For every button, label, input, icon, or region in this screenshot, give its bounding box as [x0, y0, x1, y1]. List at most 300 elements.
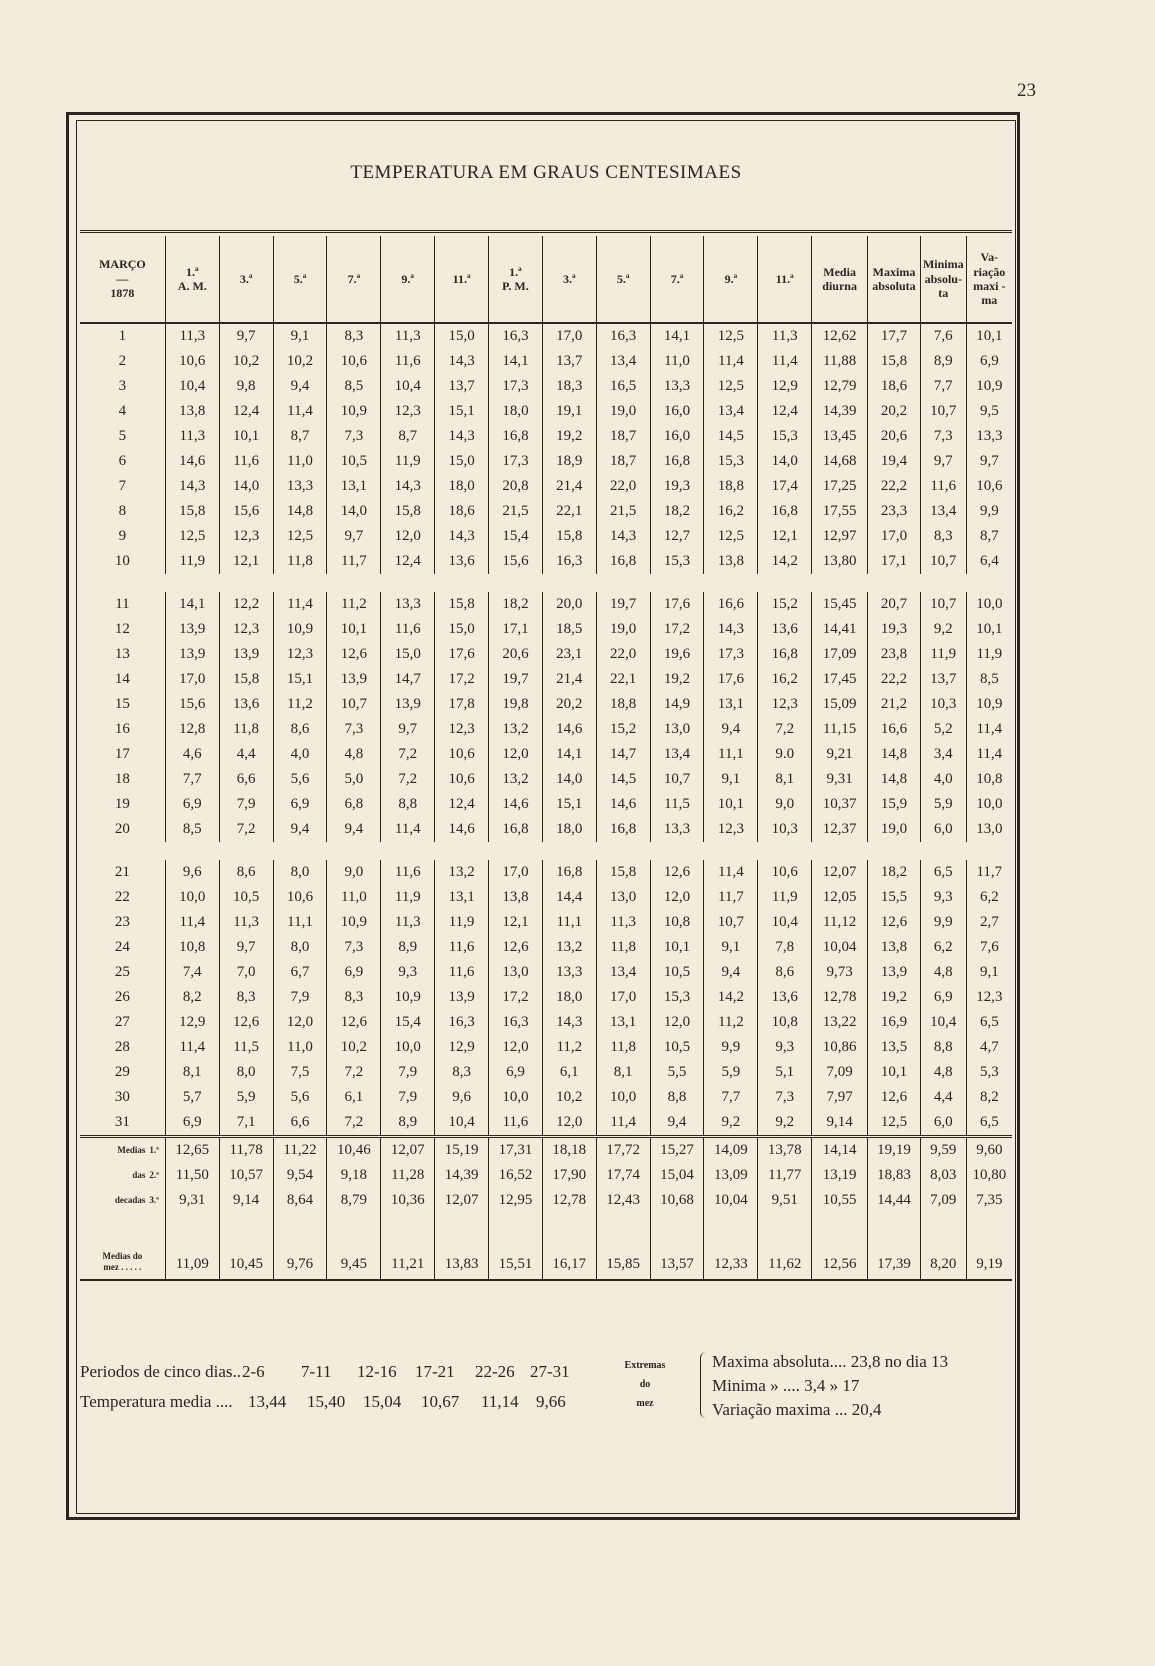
- value-cell: 10,7: [704, 910, 758, 935]
- value-cell: 8,5: [966, 667, 1012, 692]
- value-cell: 17,2: [435, 667, 489, 692]
- value-cell: 4,7: [966, 1035, 1012, 1060]
- decade-mean-cell: 13,19: [812, 1163, 868, 1188]
- value-cell: 13,4: [704, 399, 758, 424]
- month-mean-cell: 12,33: [704, 1213, 758, 1280]
- value-cell: 13,45: [812, 424, 868, 449]
- value-cell: 12,37: [812, 817, 868, 842]
- value-cell: 15,8: [219, 667, 273, 692]
- value-cell: 4,6: [165, 742, 219, 767]
- value-cell: 8,6: [273, 717, 327, 742]
- decade-mean-cell: 10,80: [966, 1163, 1012, 1188]
- value-cell: 12,78: [812, 985, 868, 1010]
- value-cell: 12,4: [219, 399, 273, 424]
- value-cell: 16,0: [650, 424, 704, 449]
- value-cell: 18,8: [596, 692, 650, 717]
- value-cell: 14,8: [273, 499, 327, 524]
- value-cell: 7,2: [381, 742, 435, 767]
- month-mean-cell: 12,56: [812, 1213, 868, 1280]
- value-cell: 13,2: [489, 717, 543, 742]
- value-cell: 15,8: [165, 499, 219, 524]
- value-cell: 15,8: [868, 349, 921, 374]
- value-cell: 8,5: [327, 374, 381, 399]
- day-cell: 11: [115, 596, 130, 612]
- value-cell: 12,3: [435, 717, 489, 742]
- day-cell: 16: [114, 721, 130, 737]
- decade-mean-cell: 7,35: [966, 1188, 1012, 1213]
- value-cell: 19,2: [650, 667, 704, 692]
- variacao-maxima-header: Va-riação maxi - ma: [966, 236, 1012, 323]
- value-cell: 13,1: [327, 474, 381, 499]
- value-cell: 6,0: [920, 1110, 966, 1137]
- value-cell: 11,4: [165, 1035, 219, 1060]
- value-cell: 13,8: [165, 399, 219, 424]
- value-cell: 10,5: [219, 885, 273, 910]
- value-cell: 17,2: [650, 617, 704, 642]
- value-cell: 18,6: [435, 499, 489, 524]
- value-cell: 10,7: [650, 767, 704, 792]
- value-cell: 7,2: [381, 767, 435, 792]
- value-cell: 7,7: [920, 374, 966, 399]
- value-cell: 11,4: [966, 742, 1012, 767]
- table-row: [80, 817, 1012, 842]
- media-diurna-header: Media diurna: [812, 236, 868, 323]
- value-cell: 19,0: [596, 399, 650, 424]
- value-cell: 8,5: [165, 817, 219, 842]
- value-cell: 7,6: [966, 935, 1012, 960]
- table-row: [80, 549, 1012, 574]
- value-cell: 7,9: [381, 1085, 435, 1110]
- value-cell: 13,4: [920, 499, 966, 524]
- value-cell: 17,0: [542, 323, 596, 349]
- day-cell: 30: [114, 1089, 130, 1105]
- value-cell: 10,7: [920, 592, 966, 617]
- period-range: 2-6: [242, 1362, 265, 1381]
- value-cell: 8,0: [273, 860, 327, 885]
- value-cell: 10,0: [489, 1085, 543, 1110]
- value-cell: 8,1: [758, 767, 812, 792]
- value-cell: 6,9: [920, 985, 966, 1010]
- value-cell: 9,4: [650, 1110, 704, 1137]
- extremes-label-line2: do: [639, 1379, 651, 1390]
- header-pm-6: [758, 236, 812, 323]
- value-cell: 14,6: [435, 817, 489, 842]
- value-cell: 13,6: [219, 692, 273, 717]
- decade-mean-cell: 12,07: [381, 1137, 435, 1164]
- month-mean-cell: 17,39: [868, 1213, 921, 1280]
- month-mean-cell: 9,45: [327, 1213, 381, 1280]
- value-cell: 17,6: [435, 642, 489, 667]
- value-cell: 8,3: [219, 985, 273, 1010]
- table-row: [80, 792, 1012, 817]
- table-row: [80, 1035, 1012, 1060]
- value-cell: 15,8: [542, 524, 596, 549]
- day-cell: 25: [114, 964, 130, 980]
- decade-mean-label: [80, 1163, 165, 1188]
- value-cell: 10,8: [966, 767, 1012, 792]
- value-cell: 13,9: [435, 985, 489, 1010]
- value-cell: 10,0: [966, 592, 1012, 617]
- value-cell: 10,4: [381, 374, 435, 399]
- header-am-3: [273, 236, 327, 323]
- value-cell: 11,3: [758, 323, 812, 349]
- value-cell: 7,3: [327, 935, 381, 960]
- value-cell: 11,0: [273, 1035, 327, 1060]
- hour-ordinal: 9.ª: [724, 271, 738, 286]
- month-dash: —: [116, 271, 129, 286]
- value-cell: 10,9: [381, 985, 435, 1010]
- value-cell: 8,9: [920, 349, 966, 374]
- table-row: [80, 960, 1012, 985]
- value-cell: 8,7: [381, 424, 435, 449]
- value-cell: 15,8: [596, 860, 650, 885]
- value-cell: 9,6: [165, 860, 219, 885]
- value-cell: 9,7: [219, 935, 273, 960]
- month-mean-cell: 16,17: [542, 1213, 596, 1280]
- value-cell: 20,7: [868, 592, 921, 617]
- value-cell: 4,4: [219, 742, 273, 767]
- value-cell: 23,3: [868, 499, 921, 524]
- value-cell: 10,3: [758, 817, 812, 842]
- value-cell: 15,0: [435, 617, 489, 642]
- value-cell: 11,7: [704, 885, 758, 910]
- value-cell: 12,1: [758, 524, 812, 549]
- value-cell: 15,6: [489, 549, 543, 574]
- decade-mean-cell: 17,72: [596, 1137, 650, 1164]
- month-label: MARÇO: [99, 257, 146, 272]
- month-mean-cell: 9,19: [966, 1213, 1012, 1280]
- decade-mean-cell: 11,78: [219, 1137, 273, 1164]
- value-cell: 16,8: [758, 642, 812, 667]
- value-cell: 6,5: [966, 1010, 1012, 1035]
- value-cell: 17,45: [812, 667, 868, 692]
- value-cell: 7,09: [812, 1060, 868, 1085]
- value-cell: 6,9: [489, 1060, 543, 1085]
- header-am-4: [327, 236, 381, 323]
- value-cell: 11,4: [966, 717, 1012, 742]
- value-cell: 19,1: [542, 399, 596, 424]
- value-cell: 11,1: [704, 742, 758, 767]
- value-cell: 18,2: [489, 592, 543, 617]
- month-mean-row: [80, 1213, 1012, 1280]
- decade-mean-cell: 17,31: [489, 1137, 543, 1164]
- value-cell: 22,2: [868, 474, 921, 499]
- value-cell: 13,80: [812, 549, 868, 574]
- value-cell: 16,8: [596, 817, 650, 842]
- value-cell: 16,6: [868, 717, 921, 742]
- value-cell: 11,9: [435, 910, 489, 935]
- value-cell: 19,6: [650, 642, 704, 667]
- value-cell: 14,7: [596, 742, 650, 767]
- value-cell: 13,6: [758, 985, 812, 1010]
- value-cell: 9,9: [704, 1035, 758, 1060]
- value-cell: 16,3: [542, 549, 596, 574]
- value-cell: 19,2: [542, 424, 596, 449]
- value-cell: 16,3: [596, 323, 650, 349]
- value-cell: 7,2: [327, 1060, 381, 1085]
- value-cell: 11,7: [327, 549, 381, 574]
- value-cell: 18,8: [704, 474, 758, 499]
- value-cell: 14,3: [542, 1010, 596, 1035]
- value-cell: 19,3: [868, 617, 921, 642]
- day-cell: 12: [114, 621, 130, 637]
- value-cell: 15,3: [758, 424, 812, 449]
- value-cell: 11,5: [219, 1035, 273, 1060]
- value-cell: 9,2: [704, 1110, 758, 1137]
- value-cell: 12,7: [650, 524, 704, 549]
- value-cell: 4,8: [920, 1060, 966, 1085]
- value-cell: 17,0: [489, 860, 543, 885]
- value-cell: 9,3: [758, 1035, 812, 1060]
- value-cell: 10,9: [966, 692, 1012, 717]
- value-cell: 5,9: [219, 1085, 273, 1110]
- value-cell: 17,0: [868, 524, 921, 549]
- decade-mean-cell: 14,39: [435, 1163, 489, 1188]
- value-cell: 12,0: [273, 1010, 327, 1035]
- value-cell: 5,5: [650, 1060, 704, 1085]
- hour-ordinal: 1.ª: [509, 264, 522, 279]
- value-cell: 15,0: [435, 323, 489, 349]
- value-cell: 10,9: [327, 399, 381, 424]
- day-cell: 1: [118, 328, 127, 344]
- hour-ordinal: 3.ª: [239, 271, 253, 286]
- decade-mean-cell: 11,50: [165, 1163, 219, 1188]
- value-cell: 13,3: [273, 474, 327, 499]
- decade-mean-cell: 13,09: [704, 1163, 758, 1188]
- value-cell: 12,5: [273, 524, 327, 549]
- value-cell: 13,9: [381, 692, 435, 717]
- value-cell: 11,6: [435, 960, 489, 985]
- value-cell: 7,9: [381, 1060, 435, 1085]
- value-cell: 10,6: [273, 885, 327, 910]
- value-cell: 20,2: [868, 399, 921, 424]
- value-cell: 16,8: [596, 549, 650, 574]
- value-cell: 10,8: [758, 1010, 812, 1035]
- value-cell: 5,9: [920, 792, 966, 817]
- value-cell: 15,3: [650, 985, 704, 1010]
- value-cell: 10,1: [650, 935, 704, 960]
- value-cell: 6,6: [273, 1110, 327, 1137]
- value-cell: 15,8: [381, 499, 435, 524]
- decade-mean-cell: 11,77: [758, 1163, 812, 1188]
- value-cell: 9,3: [381, 960, 435, 985]
- value-cell: 16,8: [489, 424, 543, 449]
- value-cell: 9,2: [920, 617, 966, 642]
- value-cell: 13,0: [489, 960, 543, 985]
- day-cell: 3: [118, 378, 127, 394]
- value-cell: 12,6: [327, 642, 381, 667]
- value-cell: 17,3: [489, 374, 543, 399]
- value-cell: 9,0: [327, 860, 381, 885]
- value-cell: 11,4: [273, 399, 327, 424]
- extremes-label-line3: mez: [636, 1398, 654, 1409]
- value-cell: 13,3: [650, 817, 704, 842]
- value-cell: 17,7: [868, 323, 921, 349]
- value-cell: 9.0: [758, 742, 812, 767]
- value-cell: 17,1: [489, 617, 543, 642]
- decade-mean-cell: 16,52: [489, 1163, 543, 1188]
- decade-mean-cell: 17,74: [596, 1163, 650, 1188]
- value-cell: 17,2: [489, 985, 543, 1010]
- value-cell: 11,1: [273, 910, 327, 935]
- value-cell: 19,2: [868, 985, 921, 1010]
- decade-mean-cell: 14,14: [812, 1137, 868, 1164]
- day-cell: 31: [114, 1114, 130, 1130]
- value-cell: 12,0: [489, 1035, 543, 1060]
- value-cell: 5,9: [704, 1060, 758, 1085]
- value-cell: 9,0: [758, 792, 812, 817]
- table-row: [80, 323, 1012, 349]
- value-cell: 9,7: [327, 524, 381, 549]
- value-cell: 9,5: [966, 399, 1012, 424]
- value-cell: 10,0: [381, 1035, 435, 1060]
- value-cell: 7,3: [758, 1085, 812, 1110]
- decade-gap: [80, 574, 1012, 592]
- value-cell: 4,8: [920, 960, 966, 985]
- value-cell: 13,7: [435, 374, 489, 399]
- value-cell: 19,0: [868, 817, 921, 842]
- day-cell: 24: [114, 939, 130, 955]
- value-cell: 8,2: [966, 1085, 1012, 1110]
- value-cell: 13,8: [868, 935, 921, 960]
- value-cell: 16,6: [704, 592, 758, 617]
- value-cell: 22,2: [868, 667, 921, 692]
- value-cell: 9,4: [704, 960, 758, 985]
- value-cell: 10,1: [219, 424, 273, 449]
- value-cell: 10,7: [920, 399, 966, 424]
- value-cell: 13,22: [812, 1010, 868, 1035]
- hour-ordinal: 11.ª: [775, 271, 794, 286]
- value-cell: 15,2: [758, 592, 812, 617]
- value-cell: 12,6: [650, 860, 704, 885]
- value-cell: 14,6: [596, 792, 650, 817]
- table-row: [80, 935, 1012, 960]
- table-row: [80, 742, 1012, 767]
- header-pm-2: [542, 236, 596, 323]
- value-cell: 6,7: [273, 960, 327, 985]
- value-cell: 10,0: [596, 1085, 650, 1110]
- value-cell: 17,25: [812, 474, 868, 499]
- value-cell: 16,3: [435, 1010, 489, 1035]
- variacao-maxima-line: Variação maxima ... 20,4: [712, 1400, 882, 1419]
- meridiem-label: A. M.: [177, 279, 207, 293]
- value-cell: 6,2: [966, 885, 1012, 910]
- value-cell: 10,4: [435, 1110, 489, 1137]
- value-cell: 11,9: [966, 642, 1012, 667]
- value-cell: 9,1: [966, 960, 1012, 985]
- decade-mean-cell: 10,68: [650, 1188, 704, 1213]
- value-cell: 18,3: [542, 374, 596, 399]
- value-cell: 22,0: [596, 642, 650, 667]
- value-cell: 15,4: [489, 524, 543, 549]
- value-cell: 15,4: [381, 1010, 435, 1035]
- value-cell: 23,8: [868, 642, 921, 667]
- value-cell: 13,1: [435, 885, 489, 910]
- value-cell: 14,0: [758, 449, 812, 474]
- value-cell: 7,8: [758, 935, 812, 960]
- value-cell: 13,6: [758, 617, 812, 642]
- decade-ordinal: 1.ª: [149, 1145, 159, 1156]
- value-cell: 18,2: [650, 499, 704, 524]
- decade-mean-label: [80, 1137, 165, 1164]
- decade-mean-cell: 9,31: [165, 1188, 219, 1213]
- value-cell: 6,9: [327, 960, 381, 985]
- value-cell: 10,5: [650, 1035, 704, 1060]
- value-cell: 4,0: [920, 767, 966, 792]
- value-cell: 11,4: [381, 817, 435, 842]
- value-cell: 13,8: [704, 549, 758, 574]
- value-cell: 17,4: [758, 474, 812, 499]
- decade-mean-cell: 12,95: [489, 1188, 543, 1213]
- decade-mean-cell: 9,59: [920, 1137, 966, 1164]
- value-cell: 11,2: [704, 1010, 758, 1035]
- day-cell: 22: [114, 889, 130, 905]
- value-cell: 10,2: [542, 1085, 596, 1110]
- value-cell: 10,7: [327, 692, 381, 717]
- value-cell: 13,5: [868, 1035, 921, 1060]
- value-cell: 10,2: [327, 1035, 381, 1060]
- value-cell: 7,2: [758, 717, 812, 742]
- value-cell: 9,1: [273, 323, 327, 349]
- table-row: [80, 474, 1012, 499]
- value-cell: 16,3: [489, 1010, 543, 1035]
- value-cell: 12,4: [381, 549, 435, 574]
- value-cell: 6,5: [920, 860, 966, 885]
- month-mean-cell: 11,21: [381, 1213, 435, 1280]
- value-cell: 5,3: [966, 1060, 1012, 1085]
- value-cell: 14,1: [165, 592, 219, 617]
- decade-ordinal: 3.ª: [149, 1195, 159, 1206]
- value-cell: 11,6: [381, 617, 435, 642]
- decade-mean-cell: 9,51: [758, 1188, 812, 1213]
- value-cell: 5,6: [273, 767, 327, 792]
- value-cell: 14,3: [381, 474, 435, 499]
- value-cell: 8,1: [165, 1060, 219, 1085]
- period-range: 12-16: [357, 1362, 397, 1381]
- value-cell: 14,3: [596, 524, 650, 549]
- value-cell: 11,8: [273, 549, 327, 574]
- table-row: [80, 692, 1012, 717]
- decade-mean-cell: 14,09: [704, 1137, 758, 1164]
- value-cell: 13,4: [596, 960, 650, 985]
- table-title: TEMPERATURA EM GRAUS CENTESIMAES: [350, 162, 742, 183]
- value-cell: 11,8: [596, 1035, 650, 1060]
- value-cell: 13,1: [596, 1010, 650, 1035]
- decade-mean-cell: 8,64: [273, 1188, 327, 1213]
- value-cell: 12,79: [812, 374, 868, 399]
- decade-mean-cell: 18,83: [868, 1163, 921, 1188]
- value-cell: 20,6: [868, 424, 921, 449]
- decade-ordinal: 2.ª: [149, 1170, 159, 1181]
- value-cell: 7,97: [812, 1085, 868, 1110]
- month-header: [80, 236, 165, 323]
- value-cell: 12,9: [758, 374, 812, 399]
- value-cell: 13,9: [327, 667, 381, 692]
- value-cell: 11,9: [165, 549, 219, 574]
- value-cell: 8,0: [219, 1060, 273, 1085]
- value-cell: 11,15: [812, 717, 868, 742]
- value-cell: 9,9: [920, 910, 966, 935]
- value-cell: 21,5: [596, 499, 650, 524]
- period-range: 22-26: [475, 1362, 515, 1381]
- day-cell: 6: [118, 453, 127, 469]
- value-cell: 13,9: [219, 642, 273, 667]
- month-mean-cell: 9,76: [273, 1213, 327, 1280]
- value-cell: 6,9: [966, 349, 1012, 374]
- value-cell: 7,1: [219, 1110, 273, 1137]
- value-cell: 11,4: [704, 349, 758, 374]
- decade-mean-word: das: [132, 1170, 146, 1181]
